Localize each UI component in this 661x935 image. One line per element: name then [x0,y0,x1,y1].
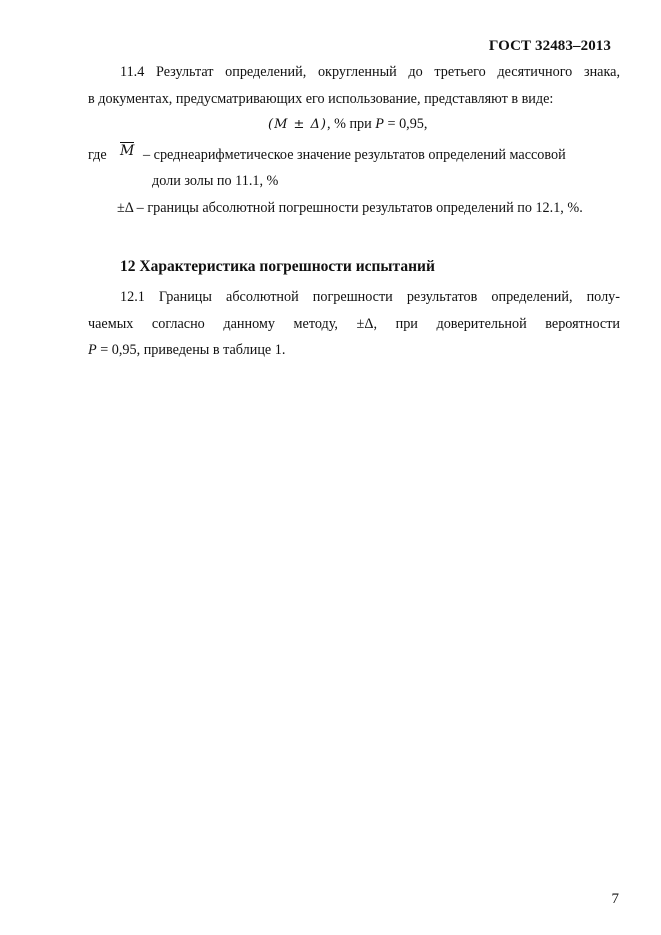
section-12-heading: 12 Характеристика погрешности испытаний [120,258,435,275]
clause-12-1-line-1: 12.1 Границы абсолютной погрешности результатов определений, полу- [120,289,620,305]
result-formula [268,116,427,133]
mean-symbol [120,143,134,159]
where-label: где [88,147,107,163]
standard-code-header: ГОСТ 32483–2013 [488,38,611,54]
clause-11-4-line-1: 11.4 Результат определений, округленный до третьего десятичного знака, [120,64,620,80]
formula-probability-symbol: P [375,116,384,132]
mean-description-line-2: доли золы по 11.1, % [152,173,279,189]
mean-symbol-letter: M [120,143,135,159]
probability-symbol: P [88,342,97,358]
formula-expression: (M ± Δ) [268,117,327,132]
clause-12-1-line-2: чаемых согласно данному методу, ±Δ, при доверительной вероятности [88,316,620,332]
clause-12-1-line-3 [88,342,285,359]
delta-description: ±Δ – границы абсолютной погрешности результатов определений по 12.1, %. [117,200,583,216]
page-number: 7 [611,891,619,907]
clause-12-1-line-3-text: = 0,95, приведены в таблице 1. [96,342,286,358]
formula-probability-value: = 0,95, [383,116,428,132]
overline-bar [120,142,134,143]
mean-description-line-1: – среднеарифметическое значение результатов определений массовой [143,147,566,163]
clause-11-4-line-2: в документах, предусматривающих его использование, представляют в виде: [88,91,554,107]
formula-unit-text: , % при [327,116,376,132]
